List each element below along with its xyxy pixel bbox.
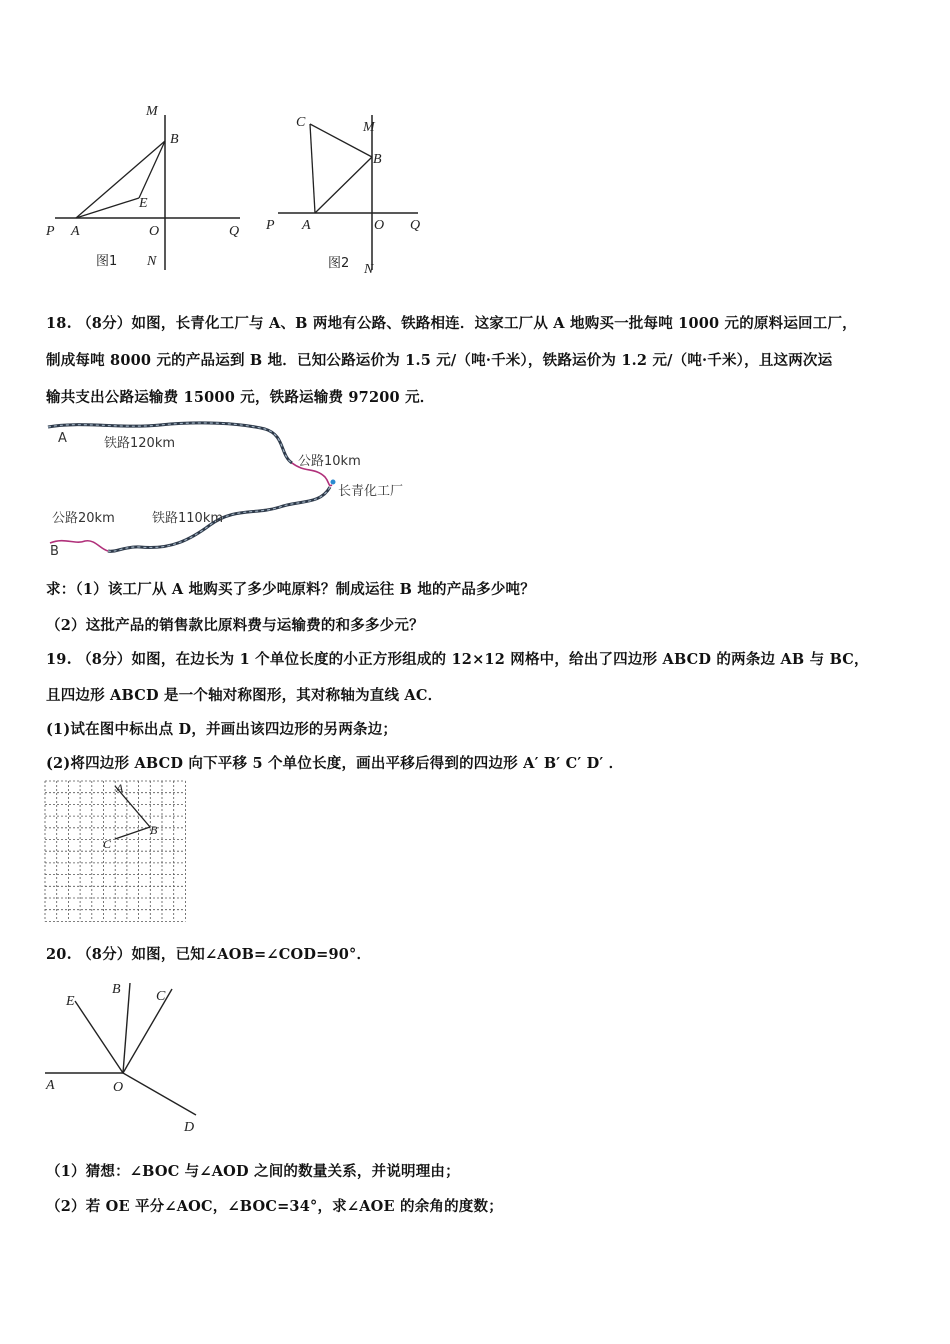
- figure-2: [260, 105, 440, 280]
- fig2-label-q: Q: [410, 218, 421, 233]
- angle-label-o: O: [113, 1080, 124, 1095]
- figure-1: [40, 95, 260, 275]
- fig2-label-p: P: [266, 218, 275, 233]
- grid-label-b: B: [150, 823, 158, 837]
- fig1-caption: 图1: [96, 254, 118, 269]
- angle-figure: [40, 975, 220, 1140]
- map-label-rail2: 铁路110km: [152, 511, 224, 526]
- fig1-label-m: M: [146, 104, 158, 119]
- q18-line2: 制成每吨 8000 元的产品运到 B 地．已知公路运价为 1.5 元/（吨·千米），铁路运价为 1.2 元/（吨·千米），且这两次运: [46, 352, 833, 369]
- angle-label-c: C: [156, 989, 166, 1004]
- q19-line2: 且四边形 ABCD 是一个轴对称图形，其对称轴为直线 AC．: [46, 687, 443, 704]
- fig1-label-q: Q: [229, 224, 240, 239]
- fig2-label-c: C: [296, 115, 306, 130]
- q19-sub2: (2)将四边形 ABCD 向下平移 5 个单位长度，画出平移后得到的四边形 A′ B′ C′ D′ ．: [46, 755, 624, 772]
- grid-figure: [44, 780, 186, 922]
- angle-label-a: A: [46, 1078, 55, 1093]
- map-label-b: B: [50, 544, 59, 559]
- route-map: [40, 415, 460, 565]
- fig1-label-e: E: [139, 196, 148, 211]
- map-label-road1: 公路10km: [298, 454, 361, 469]
- map-label-road2: 公路20km: [52, 511, 115, 526]
- q19-sub1: (1)试在图中标出点 D，并画出该四边形的另两条边；: [46, 721, 398, 738]
- fig1-label-n: N: [147, 254, 157, 269]
- q19-line1: 19. （8分）如图，在边长为 1 个单位长度的小正方形组成的 12×12 网格中，给出了四边形 ABCD 的两条边 AB 与 BC，: [46, 651, 869, 668]
- map-label-rail1: 铁路120km: [104, 436, 176, 451]
- q20-line1: 20. （8分）如图，已知∠AOB=∠COD=90°．: [46, 946, 372, 963]
- angle-label-e: E: [66, 994, 75, 1009]
- fig2-label-a: A: [302, 218, 311, 233]
- grid-label-c: C: [103, 837, 112, 851]
- grid-label-a: A: [116, 781, 124, 795]
- fig2-label-m: M: [363, 120, 375, 135]
- fig2-caption: 图2: [328, 256, 350, 271]
- fig1-label-a: A: [71, 224, 80, 239]
- fig1-label-b: B: [170, 132, 179, 147]
- fig1-label-o: O: [149, 224, 160, 239]
- angle-label-d: D: [184, 1120, 195, 1135]
- map-label-a: A: [58, 431, 67, 446]
- q20-sub2: （2）若 OE 平分∠AOC，∠BOC=34°，求∠AOE 的余角的度数；: [46, 1198, 503, 1215]
- map-label-factory: 长青化工厂: [338, 484, 404, 499]
- q18-line3: 输共支出公路运输费 15000 元，铁路运输费 97200 元．: [46, 389, 435, 406]
- angle-label-b: B: [112, 982, 121, 997]
- fig2-label-n: N: [364, 262, 374, 277]
- fig2-label-o: O: [374, 218, 385, 233]
- fig1-label-p: P: [46, 224, 55, 239]
- q18-ask1: 求：（1）该工厂从 A 地购买了多少吨原料？制成运往 B 地的产品多少吨？: [46, 581, 535, 598]
- q20-sub1: （1）猜想：∠BOC 与∠AOD 之间的数量关系，并说明理由；: [46, 1163, 460, 1180]
- q18-line1: 18. （8分）如图，长青化工厂与 A、B 两地有公路、铁路相连．这家工厂从 A 地购买一批每吨 1000 元的原料运回工厂，: [46, 315, 857, 332]
- q18-ask2: （2）这批产品的销售款比原料费与运输费的和多多少元？: [46, 617, 424, 634]
- fig2-label-b: B: [373, 152, 382, 167]
